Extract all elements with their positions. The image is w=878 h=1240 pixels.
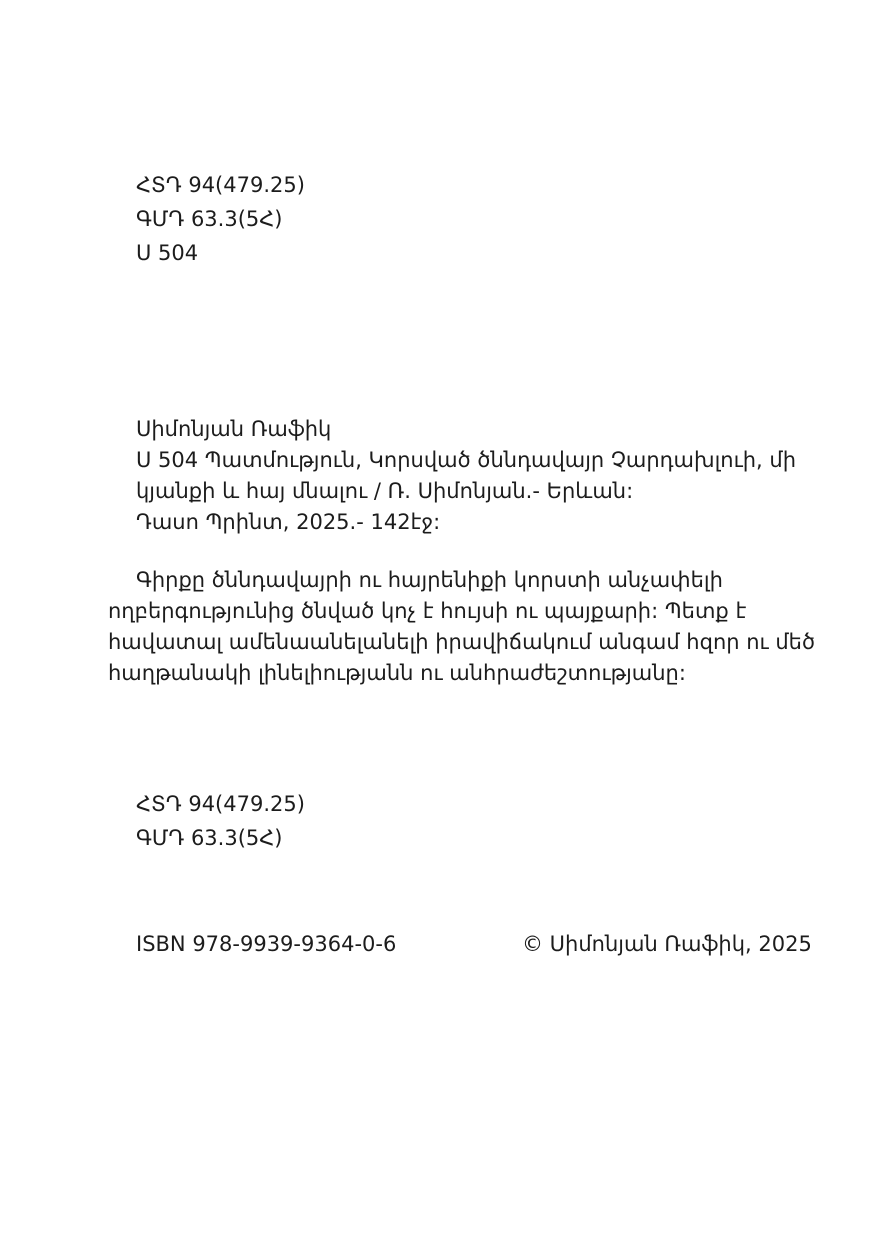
copyright-notice: © Սիմոնյան Ռաֆիկ, 2025 — [522, 932, 812, 956]
udc-code-bottom: ՀՏԴ 94(479.25) — [136, 792, 305, 816]
annotation-line-3: հավատալ ամենաանելանելի իրավիճակում անգամ հզոր ու մեծ — [108, 630, 816, 654]
bbk-code: ԳՄԴ 63.3(5Հ) — [136, 207, 283, 231]
annotation-line-4: հաղթանակի լինելիությանն ու անհրաժեշտությանը: — [108, 661, 686, 685]
author-mark: Ս 504 — [136, 241, 199, 265]
bibliographic-line-3: Դասո Պրինտ, 2025.- 142էջ: — [136, 510, 441, 534]
udc-code: ՀՏԴ 94(479.25) — [136, 173, 305, 197]
annotation-line-2: ողբերգությունից ծնված կոչ է հույսի ու պայքարի: Պետք է — [108, 599, 747, 623]
bibliographic-line-2: կյանքի և հայ մնալու / Ռ. Սիմոնյան.- Երևան: — [136, 479, 634, 503]
isbn: ISBN 978-9939-9364-0-6 — [136, 932, 397, 956]
bbk-code-bottom: ԳՄԴ 63.3(5Հ) — [136, 826, 283, 850]
annotation-line-1: Գիրքը ծննդավայրի ու հայրենիքի կորստի անչափելի — [136, 568, 723, 592]
author-name: Սիմոնյան Ռաֆիկ — [136, 417, 332, 441]
bibliographic-line-1: Ս 504 Պատմություն, Կորսված ծննդավայր Չարդախլուի, մի — [136, 448, 797, 472]
